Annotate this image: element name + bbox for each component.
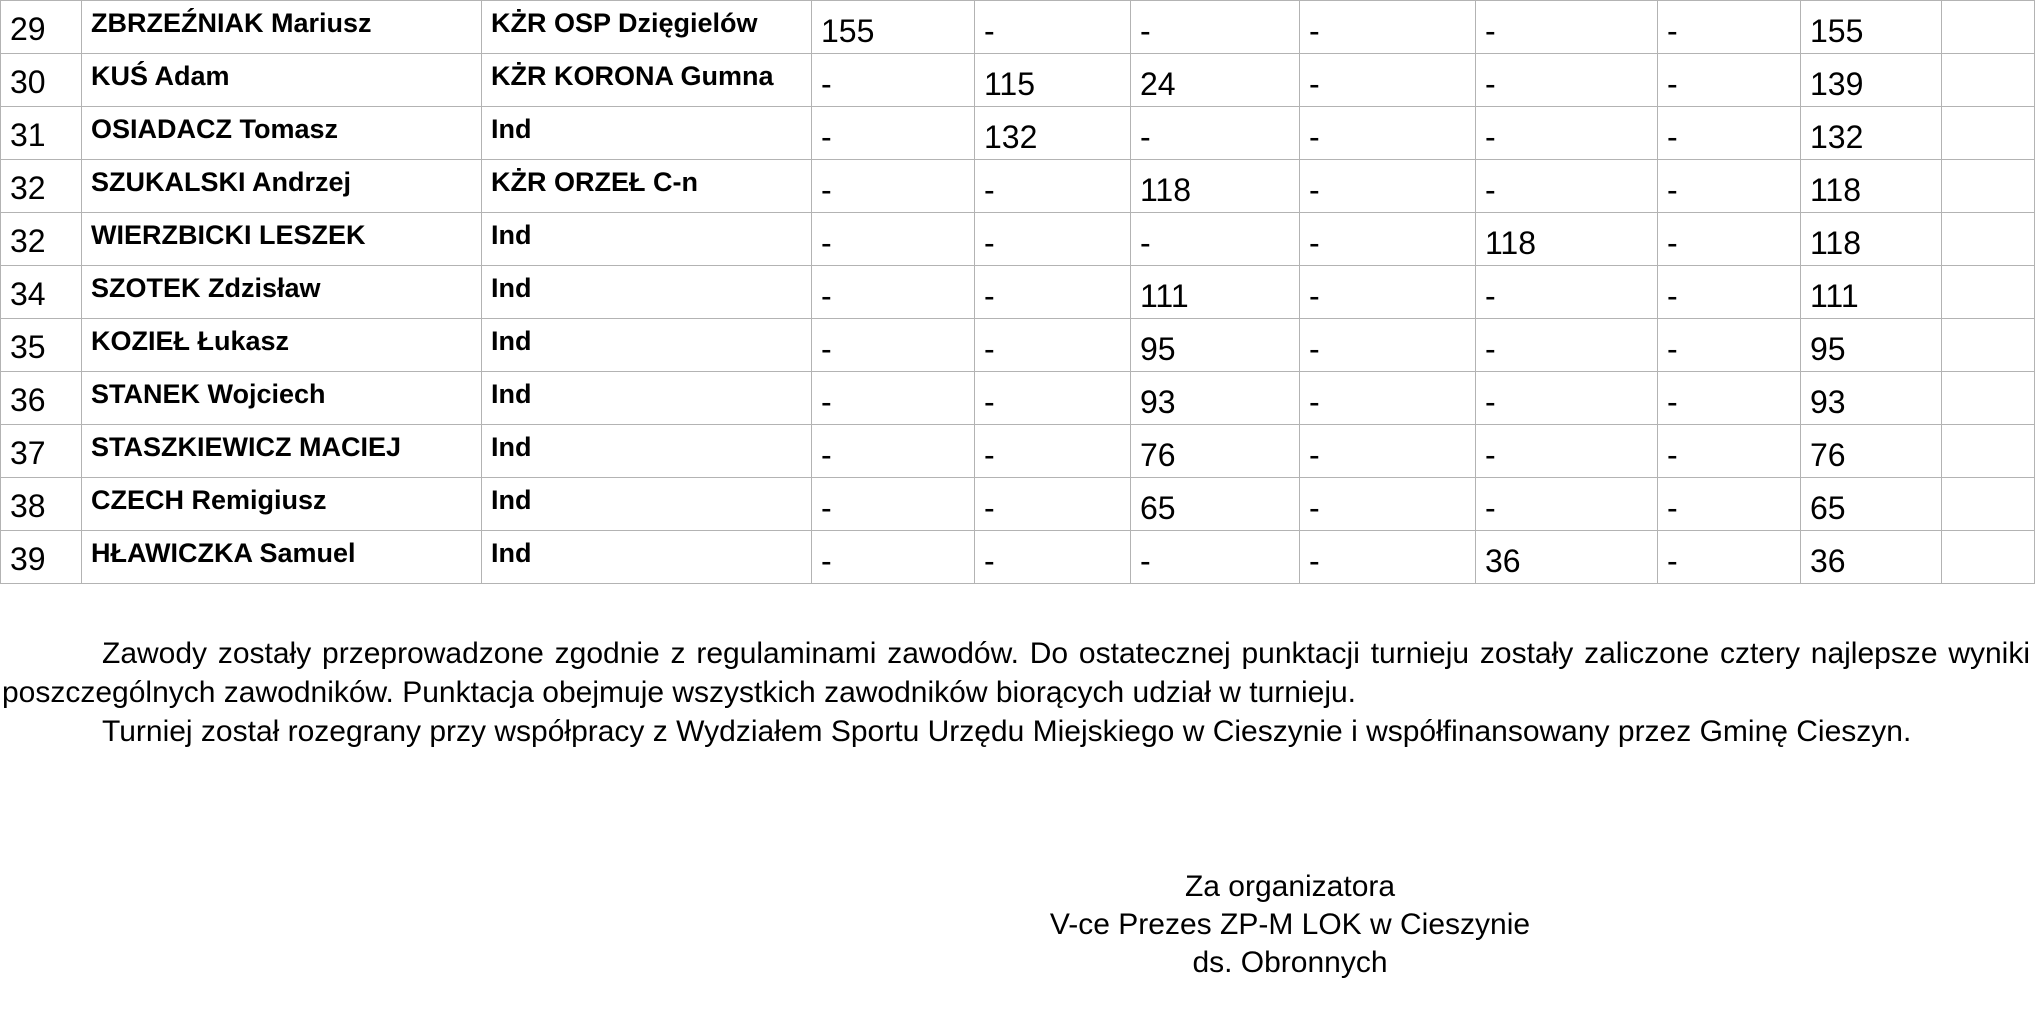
total-cell: 93 — [1801, 372, 1942, 425]
score-cell: - — [975, 160, 1131, 213]
score-cell: - — [1476, 425, 1658, 478]
score-cell: - — [1300, 107, 1476, 160]
score-cell: - — [1658, 531, 1801, 584]
score-cell: - — [812, 319, 975, 372]
table-row — [1, 425, 2035, 478]
score-cell: - — [1658, 266, 1801, 319]
table-row — [1, 213, 2035, 266]
extra-cell — [1942, 213, 2035, 266]
club-cell: Ind — [482, 319, 812, 372]
total-cell: 118 — [1801, 160, 1942, 213]
score-cell: 36 — [1476, 531, 1658, 584]
club-cell: Ind — [482, 372, 812, 425]
name-cell: HŁAWICZKA Samuel — [82, 531, 482, 584]
notes-paragraph-1: Zawody zostały przeprowadzone zgodnie z regulaminami zawodów. Do ostatecznej punktacji turnieju zostały zaliczone cztery najlepsze wyniki poszczególnych zawodników. Punktacja obejmuje wszystkich zawodników biorących udział w turnieju. — [2, 637, 2030, 709]
total-cell: 139 — [1801, 54, 1942, 107]
score-cell: 95 — [1131, 319, 1300, 372]
score-cell: - — [1658, 319, 1801, 372]
total-cell: 36 — [1801, 531, 1942, 584]
score-cell: - — [812, 478, 975, 531]
score-cell: - — [975, 213, 1131, 266]
score-cell: - — [1300, 319, 1476, 372]
score-cell: - — [1131, 213, 1300, 266]
place-cell: 31 — [1, 107, 82, 160]
place-cell: 32 — [1, 160, 82, 213]
table-row — [1, 319, 2035, 372]
score-cell: - — [1476, 1, 1658, 54]
score-cell: - — [975, 478, 1131, 531]
score-cell: - — [975, 425, 1131, 478]
extra-cell — [1942, 1, 2035, 54]
score-cell: - — [1300, 425, 1476, 478]
score-cell: 65 — [1131, 478, 1300, 531]
score-cell: - — [1131, 107, 1300, 160]
place-cell: 35 — [1, 319, 82, 372]
club-cell: KŻR OSP Dzięgielów — [482, 1, 812, 54]
score-cell: - — [812, 372, 975, 425]
name-cell: ZBRZEŹNIAK Mariusz — [82, 1, 482, 54]
score-cell: - — [975, 372, 1131, 425]
name-cell: KUŚ Adam — [82, 54, 482, 107]
club-cell: Ind — [482, 478, 812, 531]
extra-cell — [1942, 160, 2035, 213]
notes — [2, 634, 2030, 751]
name-cell: WIERZBICKI LESZEK — [82, 213, 482, 266]
score-cell: - — [1658, 372, 1801, 425]
score-cell: - — [1658, 425, 1801, 478]
table-row — [1, 1, 2035, 54]
table-row — [1, 266, 2035, 319]
table-row — [1, 54, 2035, 107]
score-cell: - — [812, 160, 975, 213]
score-cell: - — [1658, 54, 1801, 107]
table-row — [1, 160, 2035, 213]
place-cell: 38 — [1, 478, 82, 531]
table-body — [1, 1, 2035, 584]
place-cell: 37 — [1, 425, 82, 478]
score-cell: 93 — [1131, 372, 1300, 425]
score-cell: 115 — [975, 54, 1131, 107]
club-cell: KŻR KORONA Gumna — [482, 54, 812, 107]
score-cell: - — [812, 107, 975, 160]
score-cell: - — [1476, 319, 1658, 372]
table-row — [1, 478, 2035, 531]
score-cell: - — [812, 266, 975, 319]
score-cell: - — [812, 213, 975, 266]
place-cell: 36 — [1, 372, 82, 425]
score-cell: - — [1131, 1, 1300, 54]
score-cell: - — [1300, 372, 1476, 425]
score-cell: - — [1300, 531, 1476, 584]
score-cell: - — [812, 425, 975, 478]
extra-cell — [1942, 319, 2035, 372]
place-cell: 34 — [1, 266, 82, 319]
score-cell: - — [1300, 266, 1476, 319]
name-cell: OSIADACZ Tomasz — [82, 107, 482, 160]
name-cell: CZECH Remigiusz — [82, 478, 482, 531]
score-cell: - — [1658, 1, 1801, 54]
name-cell: SZUKALSKI Andrzej — [82, 160, 482, 213]
score-cell: - — [1658, 107, 1801, 160]
score-cell: 24 — [1131, 54, 1300, 107]
score-cell: - — [1476, 160, 1658, 213]
club-cell: Ind — [482, 531, 812, 584]
place-cell: 30 — [1, 54, 82, 107]
total-cell: 65 — [1801, 478, 1942, 531]
name-cell: KOZIEŁ Łukasz — [82, 319, 482, 372]
total-cell: 118 — [1801, 213, 1942, 266]
score-cell: - — [1658, 478, 1801, 531]
extra-cell — [1942, 107, 2035, 160]
table-row — [1, 531, 2035, 584]
extra-cell — [1942, 531, 2035, 584]
score-cell: - — [1300, 478, 1476, 531]
score-cell: - — [975, 266, 1131, 319]
place-cell: 32 — [1, 213, 82, 266]
score-cell: - — [1476, 54, 1658, 107]
score-cell: 76 — [1131, 425, 1300, 478]
score-cell: - — [1476, 478, 1658, 531]
total-cell: 132 — [1801, 107, 1942, 160]
score-cell: 118 — [1131, 160, 1300, 213]
name-cell: STASZKIEWICZ MACIEJ — [82, 425, 482, 478]
club-cell: Ind — [482, 266, 812, 319]
score-cell: - — [975, 319, 1131, 372]
signature-block — [990, 868, 1590, 982]
score-cell: - — [1131, 531, 1300, 584]
table-row — [1, 372, 2035, 425]
name-cell: STANEK Wojciech — [82, 372, 482, 425]
score-cell: - — [1300, 213, 1476, 266]
score-cell: - — [1476, 372, 1658, 425]
score-cell: - — [1300, 54, 1476, 107]
extra-cell — [1942, 425, 2035, 478]
score-cell: 132 — [975, 107, 1131, 160]
extra-cell — [1942, 266, 2035, 319]
score-cell: - — [975, 531, 1131, 584]
signature-line-3: ds. Obronnych — [1192, 946, 1388, 979]
club-cell: Ind — [482, 107, 812, 160]
score-cell: 155 — [812, 1, 975, 54]
signature-line-2: V-ce Prezes ZP-M LOK w Cieszynie — [1049, 908, 1531, 941]
total-cell: 155 — [1801, 1, 1942, 54]
score-cell: - — [1658, 213, 1801, 266]
extra-cell — [1942, 54, 2035, 107]
signature-line-1: Za organizatora — [1184, 870, 1396, 903]
table-row — [1, 107, 2035, 160]
score-cell: - — [812, 54, 975, 107]
score-cell: - — [1300, 1, 1476, 54]
score-cell: - — [975, 1, 1131, 54]
score-cell: - — [1658, 160, 1801, 213]
total-cell: 111 — [1801, 266, 1942, 319]
score-cell: 111 — [1131, 266, 1300, 319]
club-cell: KŻR ORZEŁ C-n — [482, 160, 812, 213]
notes-paragraph-2: Turniej został rozegrany przy współpracy z Wydziałem Sportu Urzędu Miejskiego w Cieszynie i współfinansowany przez Gminę Cieszyn. — [102, 715, 1912, 748]
extra-cell — [1942, 372, 2035, 425]
name-cell: SZOTEK Zdzisław — [82, 266, 482, 319]
score-cell: - — [1476, 107, 1658, 160]
score-cell: - — [812, 531, 975, 584]
place-cell: 29 — [1, 1, 82, 54]
score-cell: - — [1476, 266, 1658, 319]
score-cell: 118 — [1476, 213, 1658, 266]
total-cell: 76 — [1801, 425, 1942, 478]
club-cell: Ind — [482, 213, 812, 266]
place-cell: 39 — [1, 531, 82, 584]
club-cell: Ind — [482, 425, 812, 478]
score-cell: - — [1300, 160, 1476, 213]
extra-cell — [1942, 478, 2035, 531]
total-cell: 95 — [1801, 319, 1942, 372]
